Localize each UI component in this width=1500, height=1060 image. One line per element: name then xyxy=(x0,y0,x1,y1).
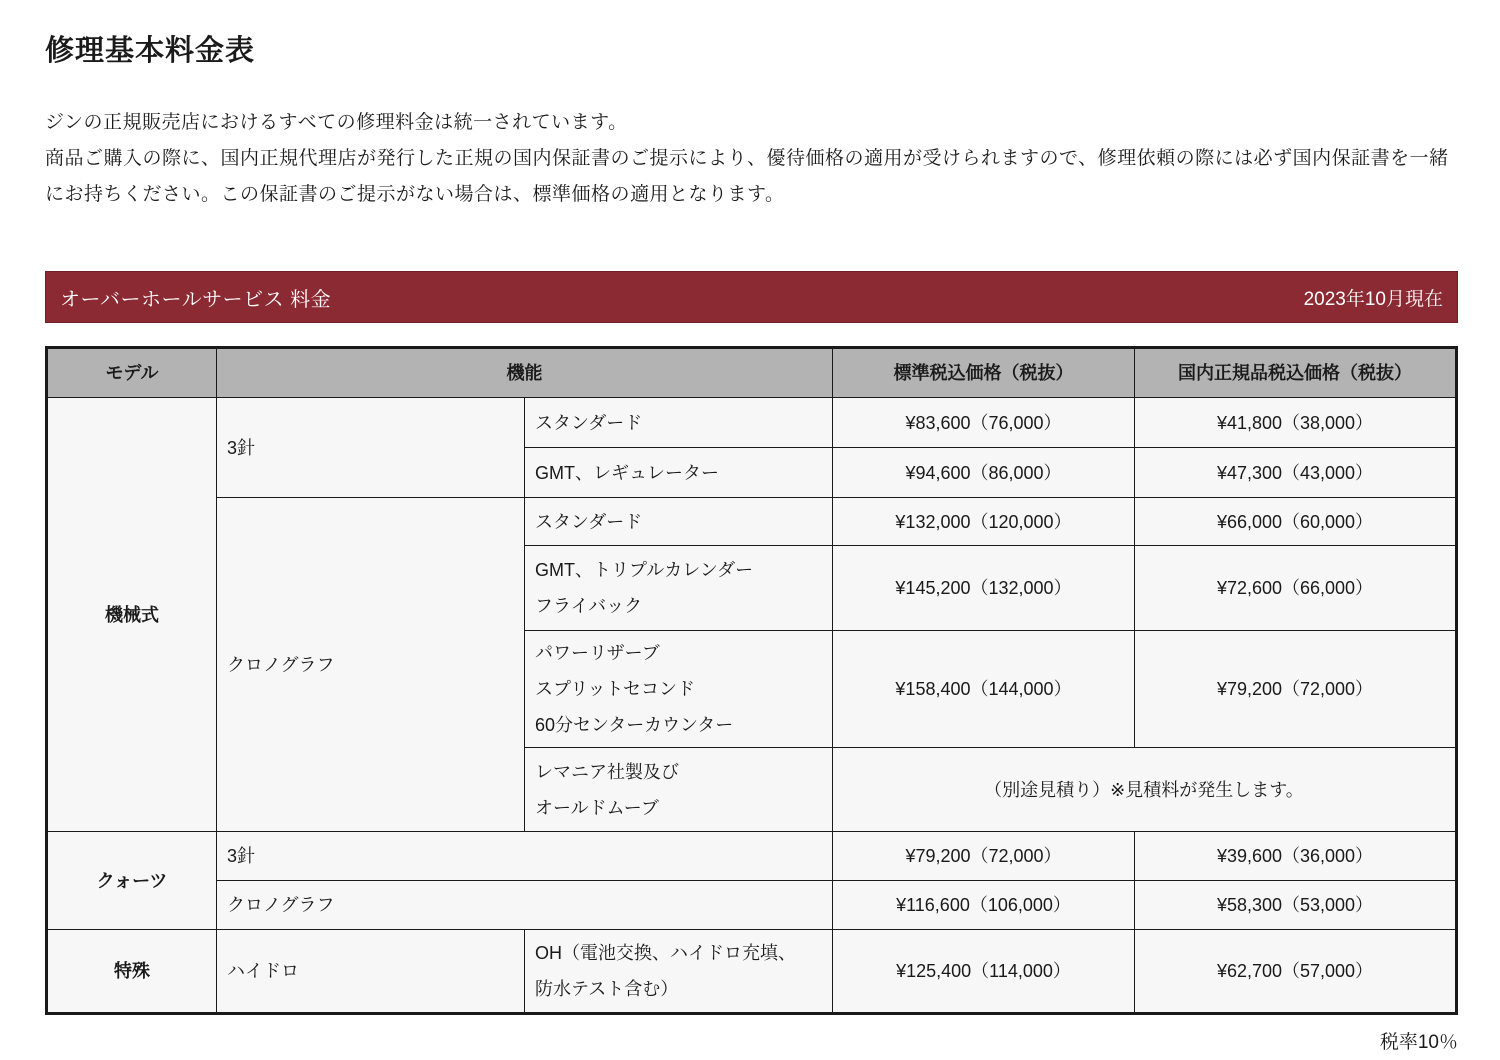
table-row xyxy=(47,832,1457,881)
standard-price-cell: ¥145,200（132,000） xyxy=(833,546,1135,631)
regular-price-cell: ¥62,700（57,000） xyxy=(1135,930,1457,1014)
regular-price-cell: ¥72,600（66,000） xyxy=(1135,546,1457,631)
regular-price-cell: ¥66,000（60,000） xyxy=(1135,498,1457,546)
model-cell-quartz: クォーツ xyxy=(47,832,217,930)
header-row xyxy=(47,348,1457,398)
feature-cell: スタンダード xyxy=(525,398,833,448)
price-table xyxy=(45,346,1458,1015)
feature-line: 防水テスト含む） xyxy=(535,979,679,999)
tax-rate-note: 税率10％ xyxy=(1379,1032,1458,1053)
col-header-domestic-price: 国内正規品税込価格（税抜） xyxy=(1135,348,1457,398)
model-cell-mechanical: 機械式 xyxy=(47,398,217,832)
feature-line: オールドムーブ xyxy=(535,797,659,818)
col-header-model: モデル xyxy=(47,348,217,398)
feature-cell: クロノグラフ xyxy=(217,881,833,930)
standard-price-cell: ¥158,400（144,000） xyxy=(833,631,1135,748)
feature-cell: 3針 xyxy=(217,832,833,881)
standard-price-cell: ¥116,600（106,000） xyxy=(833,881,1135,930)
regular-price-cell: ¥79,200（72,000） xyxy=(1135,631,1457,748)
intro-line-2: 商品ご購入の際に、国内正規代理店が発行した正規の国内保証書のご提示により、優待価格の適用が受けられますので、修理依頼の際には必ず国内保証書を一緒にお持ちください。この保証書のご提示がない場合は、標準価格の適用となります。 xyxy=(45,148,1449,205)
regular-price-cell: ¥41,800（38,000） xyxy=(1135,398,1457,448)
regular-price-cell: ¥58,300（53,000） xyxy=(1135,881,1457,930)
standard-price-cell: ¥132,000（120,000） xyxy=(833,498,1135,546)
feature-line: スプリットセコンド xyxy=(535,679,696,699)
estimate-note-cell: （別途見積り）※見積料が発生します。 xyxy=(833,748,1457,832)
feature-line: パワーリザーブ xyxy=(535,643,660,663)
feature-line: GMT、トリプルカレンダー xyxy=(535,560,754,580)
intro-line-1: ジンの正規販売店におけるすべての修理料金は統一されています。 xyxy=(45,112,628,133)
table-row xyxy=(47,398,1457,448)
banner-date: 2023年10月現在 xyxy=(1303,288,1443,310)
feature-cell: GMT、レギュレーター xyxy=(525,448,833,498)
section-banner xyxy=(45,271,1458,323)
table-row xyxy=(47,930,1457,1014)
feature-cell: スタンダード xyxy=(525,498,833,546)
model-cell-special: 特殊 xyxy=(47,930,217,1014)
regular-price-cell: ¥39,600（36,000） xyxy=(1135,832,1457,881)
standard-price-cell: ¥79,200（72,000） xyxy=(833,832,1135,881)
table-row xyxy=(47,881,1457,930)
intro-text xyxy=(45,105,1458,213)
regular-price-cell: ¥47,300（43,000） xyxy=(1135,448,1457,498)
banner-title: オーバーホールサービス 料金 xyxy=(60,288,332,311)
col-header-function: 機能 xyxy=(217,348,833,398)
type-cell-chronograph: クロノグラフ xyxy=(217,498,525,832)
type-cell-three-hand: 3針 xyxy=(217,398,525,498)
table-row xyxy=(47,498,1457,546)
feature-line: OH（電池交換、ハイドロ充填、 xyxy=(535,943,796,963)
standard-price-cell: ¥83,600（76,000） xyxy=(833,398,1135,448)
col-header-standard-price: 標準税込価格（税抜） xyxy=(833,348,1135,398)
feature-line: レマニア社製及び xyxy=(535,761,679,782)
feature-cell xyxy=(525,631,833,748)
standard-price-cell: ¥94,600（86,000） xyxy=(833,448,1135,498)
type-cell-hydro: ハイドロ xyxy=(217,930,525,1014)
feature-cell xyxy=(525,748,833,832)
page-title: 修理基本料金表 xyxy=(45,35,256,67)
feature-cell xyxy=(525,930,833,1014)
standard-price-cell: ¥125,400（114,000） xyxy=(833,930,1135,1014)
feature-cell xyxy=(525,546,833,631)
feature-line: 60分センターカウンター xyxy=(535,715,734,735)
feature-line: フライバック xyxy=(535,596,643,616)
